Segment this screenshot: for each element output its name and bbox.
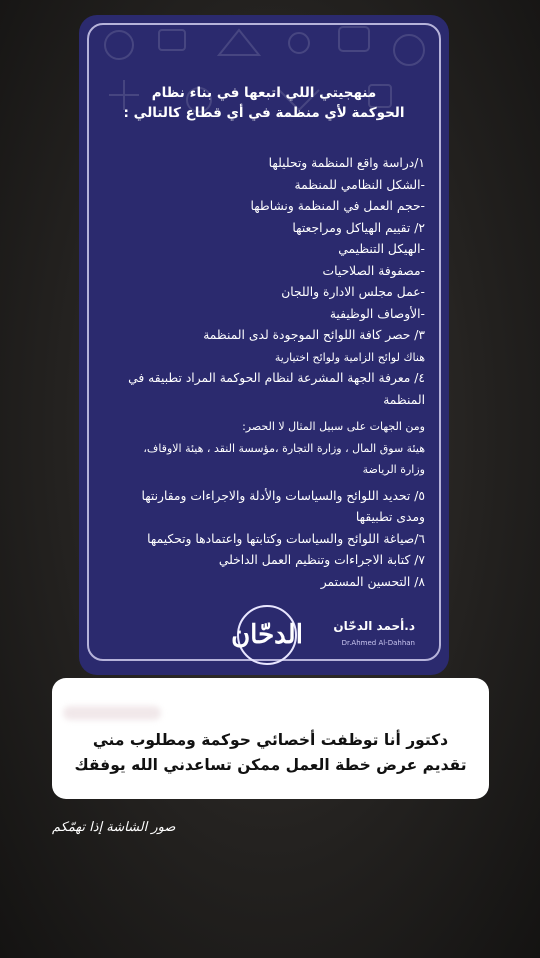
list-item: ومدى تطبيقها — [355, 510, 425, 524]
question-sticker[interactable] — [52, 678, 489, 799]
list-item: ٥/ تحديد اللوائح والسياسات والأدلة والاجراءات ومقارنتها — [141, 488, 425, 503]
list-item: هناك لوائح الزامية ولوائح اختيارية — [274, 350, 425, 364]
post-heading — [99, 83, 429, 123]
list-item: -الأوصاف الوظيفية — [329, 306, 425, 321]
list-item: هيئة سوق المال ، وزارة التجارة ،مؤسسة النقد ، هيئة الاوقاف، — [143, 441, 425, 455]
heading-line-1: منهجيتي اللي اتبعها في بناء نظام — [151, 85, 377, 101]
story-caption: صور الشاشة إذا تهمّكم — [52, 820, 176, 835]
question-line-2: تقديم عرض خطة العمل ممكن تساعدني الله يوفقك — [74, 756, 467, 774]
list-item: المنظمة — [383, 392, 425, 407]
list-item: وزارة الرياضة — [362, 463, 425, 476]
author-name: د.أحمد الدحّان — [333, 619, 415, 633]
list-item: -الشكل النظامي للمنظمة — [294, 177, 425, 192]
list-item: -حجم العمل في المنظمة ونشاطها — [250, 199, 425, 213]
question-text — [66, 728, 475, 778]
list-item: -الهيكل التنظيمي — [338, 242, 425, 256]
methodology-list — [99, 153, 425, 593]
list-item: -عمل مجلس الادارة واللجان — [281, 285, 425, 299]
blurred-username — [63, 706, 161, 720]
list-item: ٨/ التحسين المستمر — [320, 574, 425, 589]
list-item: ومن الجهات على سبيل المثال لا الحصر: — [242, 420, 425, 433]
author-signature — [209, 605, 419, 665]
heading-line-2: الحوكمة لأي منظمة في أي قطاع كالتالي : — [123, 105, 405, 121]
story-image-card — [79, 15, 449, 675]
list-item: ٣/ حصر كافة اللوائح الموجودة لدى المنظمة — [203, 328, 425, 342]
list-item: ٤/ معرفة الجهة المشرعة لنظام الحوكمة المراد تطبيقه في — [128, 371, 425, 385]
question-line-1: دكتور أنا توظفت أخصائي حوكمة ومطلوب مني — [92, 731, 449, 749]
author-logo: الدحّان — [237, 605, 297, 665]
list-item: ٧/ كتابة الاجراءات وتنظيم العمل الداخلي — [218, 553, 425, 567]
list-item: ٦/صياغة اللوائح والسياسات وكتابتها واعتمادها وتحكيمها — [147, 531, 425, 546]
list-item: -مصفوفة الصلاحيات — [322, 263, 425, 278]
list-item: ٢/ تقييم الهياكل ومراجعتها — [292, 220, 425, 235]
list-item: ١/دراسة واقع المنظمة وتحليلها — [268, 156, 425, 170]
author-name-en: Dr.Ahmed Al-Dahhan — [341, 639, 415, 647]
